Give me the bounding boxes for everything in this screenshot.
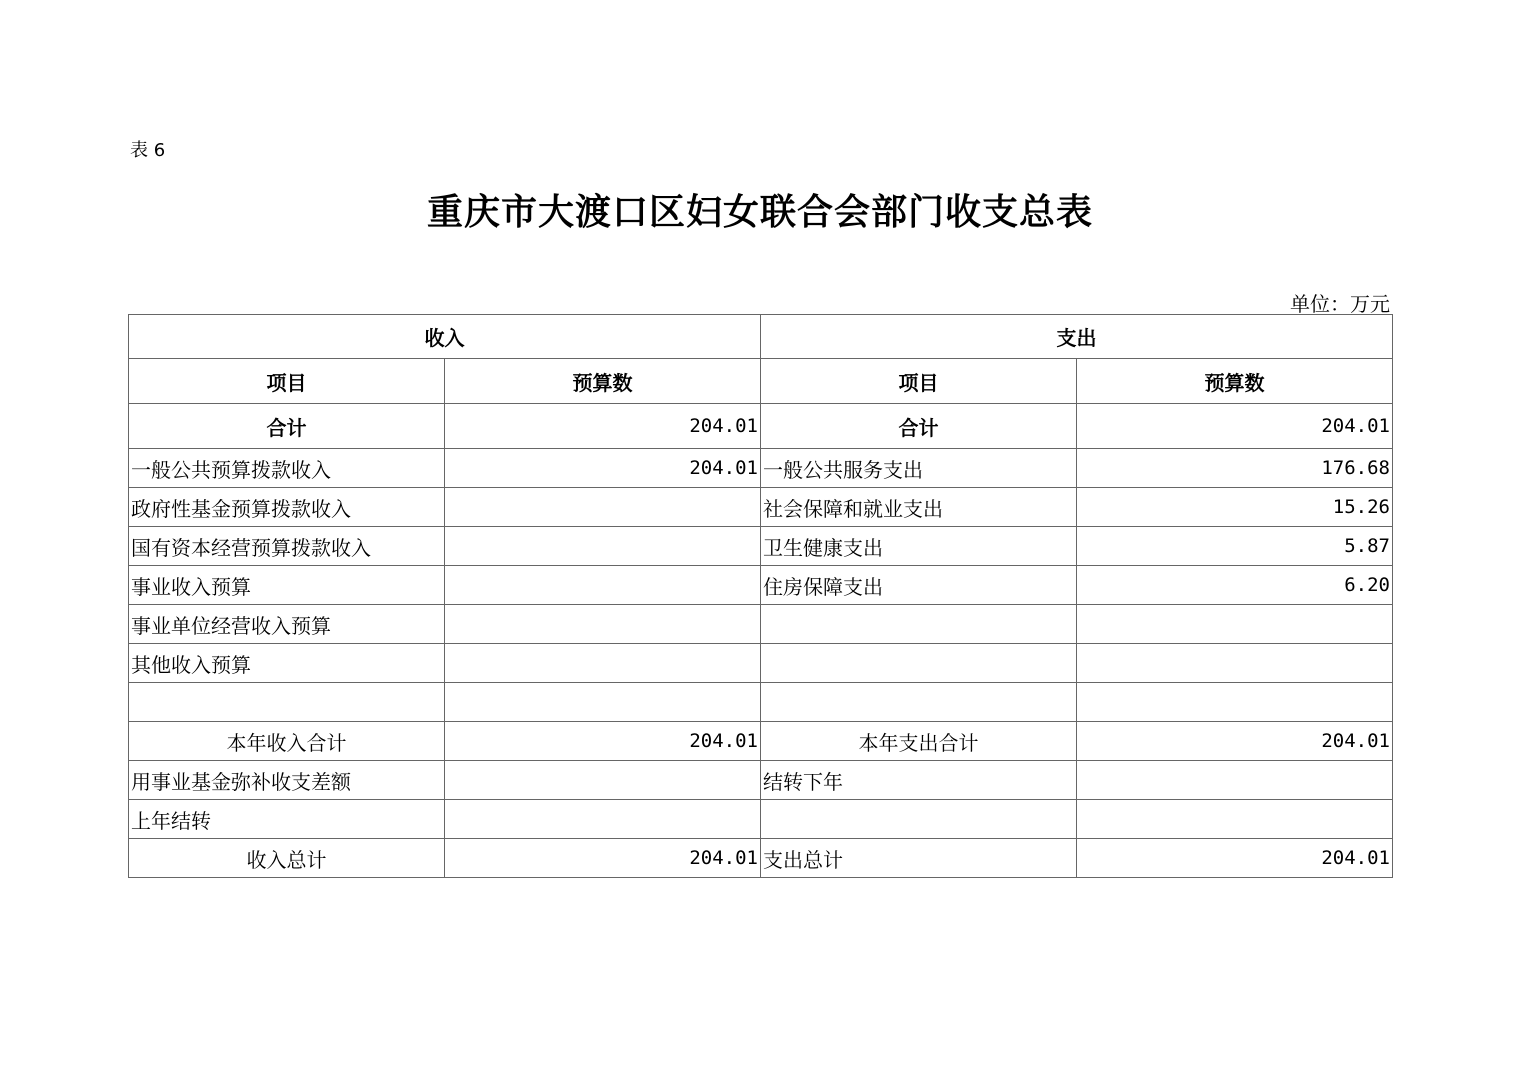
table-row: [129, 449, 1393, 488]
income-value: [445, 605, 761, 644]
expense-item-header: 项目: [761, 359, 1077, 404]
total-row: [129, 404, 1393, 449]
budget-table: [128, 314, 1393, 878]
expense-value: [1077, 761, 1393, 800]
expense-value: [1077, 800, 1393, 839]
expense-item: 一般公共服务支出: [761, 449, 1077, 488]
grand-expense-total-value: 204.01: [1077, 839, 1393, 878]
income-value: [445, 488, 761, 527]
expense-total-label: 合计: [761, 404, 1077, 449]
table-row: [129, 761, 1393, 800]
grand-total-row: [129, 839, 1393, 878]
expense-item: [761, 605, 1077, 644]
expense-budget-header: 预算数: [1077, 359, 1393, 404]
income-value: [445, 527, 761, 566]
year-total-row: [129, 722, 1393, 761]
expense-value: 176.68: [1077, 449, 1393, 488]
income-item: 国有资本经营预算拨款收入: [129, 527, 445, 566]
table-row: [129, 488, 1393, 527]
year-expense-total-label: 本年支出合计: [761, 722, 1077, 761]
expense-item: [761, 683, 1077, 722]
income-item: [129, 683, 445, 722]
table-row: [129, 683, 1393, 722]
grand-income-total-value: 204.01: [445, 839, 761, 878]
table-row: [129, 527, 1393, 566]
income-item: 事业单位经营收入预算: [129, 605, 445, 644]
income-value: 204.01: [445, 449, 761, 488]
income-value: [445, 683, 761, 722]
expense-item: 卫生健康支出: [761, 527, 1077, 566]
expense-value: [1077, 683, 1393, 722]
expense-item: [761, 800, 1077, 839]
income-value: [445, 644, 761, 683]
income-item: 用事业基金弥补收支差额: [129, 761, 445, 800]
table-number: 表 6: [130, 140, 166, 161]
table-row: [129, 605, 1393, 644]
income-item: 政府性基金预算拨款收入: [129, 488, 445, 527]
income-budget-header: 预算数: [445, 359, 761, 404]
income-total-label: 合计: [129, 404, 445, 449]
expense-group-header: 支出: [761, 315, 1393, 359]
expense-item: 社会保障和就业支出: [761, 488, 1077, 527]
expense-value: [1077, 605, 1393, 644]
table-row: [129, 566, 1393, 605]
expense-total-value: 204.01: [1077, 404, 1393, 449]
income-item: 事业收入预算: [129, 566, 445, 605]
income-group-header: 收入: [129, 315, 761, 359]
year-income-total-value: 204.01: [445, 722, 761, 761]
income-item-header: 项目: [129, 359, 445, 404]
income-value: [445, 761, 761, 800]
unit-label: 单位：万元: [1290, 292, 1390, 316]
group-header-row: [129, 315, 1393, 359]
table-row: [129, 644, 1393, 683]
expense-item: 结转下年: [761, 761, 1077, 800]
income-value: [445, 800, 761, 839]
column-header-row: [129, 359, 1393, 404]
grand-income-total-label: 收入总计: [129, 839, 445, 878]
expense-item: 住房保障支出: [761, 566, 1077, 605]
expense-value: 15.26: [1077, 488, 1393, 527]
expense-value: 5.87: [1077, 527, 1393, 566]
year-income-total-label: 本年收入合计: [129, 722, 445, 761]
income-total-value: 204.01: [445, 404, 761, 449]
income-value: [445, 566, 761, 605]
year-expense-total-value: 204.01: [1077, 722, 1393, 761]
income-item: 上年结转: [129, 800, 445, 839]
table-row: [129, 800, 1393, 839]
income-item: 一般公共预算拨款收入: [129, 449, 445, 488]
expense-value: 6.20: [1077, 566, 1393, 605]
expense-item: [761, 644, 1077, 683]
expense-value: [1077, 644, 1393, 683]
grand-expense-total-label: 支出总计: [761, 839, 1077, 878]
page-title: 重庆市大渡口区妇女联合会部门收支总表: [426, 192, 1093, 233]
income-item: 其他收入预算: [129, 644, 445, 683]
